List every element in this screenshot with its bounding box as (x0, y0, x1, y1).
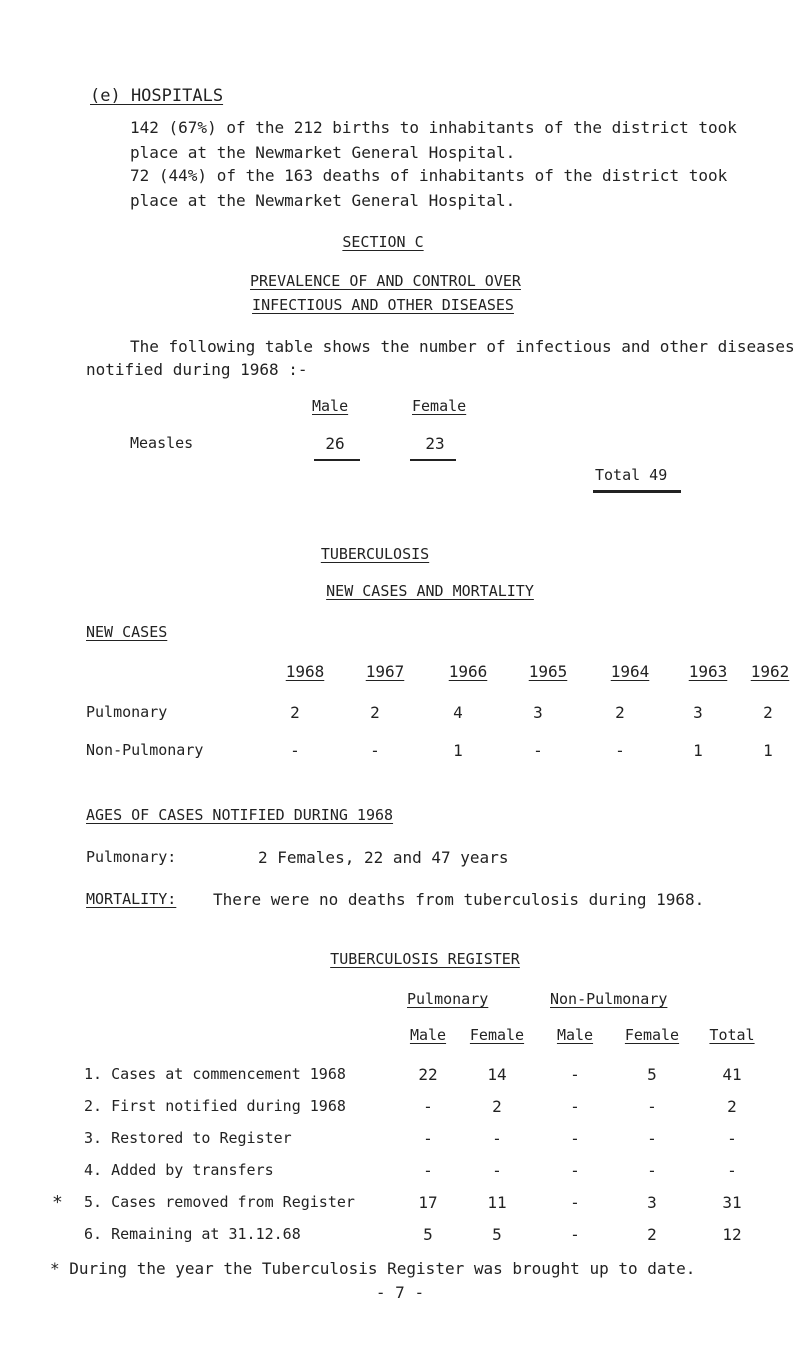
mortality-label: MORTALITY: (86, 890, 177, 908)
ages-text: 2 Females, 22 and 47 years (258, 848, 509, 867)
non-pulmonary-1965: - (533, 741, 543, 760)
non-pulmonary-1967: - (370, 741, 380, 760)
measles-total-rule (593, 490, 681, 493)
section-title: SECTION C (342, 233, 424, 251)
non-pulmonary-1964: - (615, 741, 625, 760)
register-row-5-male: 17 (418, 1193, 438, 1212)
non-pulmonary-1962: 1 (763, 741, 773, 760)
measles-male-rule (314, 459, 360, 461)
page-number: - 7 - (375, 1283, 425, 1302)
register-row-6-female-2: 2 (647, 1225, 657, 1244)
pulmonary-row-label: Pulmonary (86, 703, 168, 721)
register-row-6-female: 5 (492, 1225, 502, 1244)
year-1968: 1968 (285, 662, 325, 681)
register-row-3-label: 3. Restored to Register (84, 1129, 292, 1147)
register-col-female: Female (469, 1026, 525, 1044)
measles-female-value: 23 (425, 434, 445, 453)
register-col-total: Total (709, 1026, 755, 1044)
pulmonary-1965: 3 (533, 703, 543, 722)
register-footnote: * During the year the Tuberculosis Register was brought up to date. (50, 1259, 696, 1278)
register-row-5-mark: * (52, 1192, 63, 1213)
non-pulmonary-1966: 1 (453, 741, 463, 760)
year-1962: 1962 (750, 662, 790, 681)
register-group-pulmonary: Pulmonary (407, 990, 489, 1008)
register-row-6-label: 6. Remaining at 31.12.68 (84, 1225, 301, 1243)
measles-female-header: Female (412, 397, 467, 415)
register-row-5-label: 5. Cases removed from Register (84, 1193, 355, 1211)
year-1967: 1967 (365, 662, 405, 681)
deaths-paragraph: 72 (44%) of the 163 deaths of inhabitants of the district took place at the Newmarket General Hospital. (130, 166, 728, 210)
register-row-1-female-2: 5 (647, 1065, 657, 1084)
pulmonary-1964: 2 (615, 703, 625, 722)
non-pulmonary-1963: 1 (693, 741, 703, 760)
measles-male-header: Male (312, 397, 349, 415)
intro-line-2: notified during 1968 :- (86, 360, 308, 379)
ages-heading: AGES OF CASES NOTIFIED DURING 1968 (86, 806, 394, 824)
register-row-2-male: - (423, 1097, 433, 1116)
register-row-1-male: 22 (418, 1065, 438, 1084)
new-cases-label: NEW CASES (86, 623, 168, 641)
register-row-3-female: - (492, 1129, 502, 1148)
pulmonary-1968: 2 (290, 703, 300, 722)
intro-line-1: The following table shows the number of infectious and other diseases (130, 337, 795, 356)
register-row-2-label: 2. First notified during 1968 (84, 1097, 346, 1115)
register-col-male-2: Male (556, 1026, 594, 1044)
register-row-4-male: - (423, 1161, 433, 1180)
register-row-6-total: 12 (722, 1225, 742, 1244)
register-row-1-label: 1. Cases at commencement 1968 (84, 1065, 346, 1083)
register-row-4-label: 4. Added by transfers (84, 1161, 274, 1179)
register-row-2-female: 2 (492, 1097, 502, 1116)
register-row-4-female: - (492, 1161, 502, 1180)
register-row-3-male-2: - (570, 1129, 580, 1148)
register-row-1-male-2: - (570, 1065, 580, 1084)
pulmonary-1967: 2 (370, 703, 380, 722)
register-group-non-pulmonary: Non-Pulmonary (550, 990, 668, 1008)
register-row-4-female-2: - (647, 1161, 657, 1180)
year-1964: 1964 (610, 662, 650, 681)
tb-subtitle: NEW CASES AND MORTALITY (326, 582, 534, 600)
year-1965: 1965 (528, 662, 568, 681)
measles-female-rule (410, 459, 456, 461)
register-row-2-female-2: - (647, 1097, 657, 1116)
register-row-5-male-2: - (570, 1193, 580, 1212)
mortality-text: There were no deaths from tuberculosis during 1968. (213, 890, 705, 909)
register-row-2-total: 2 (727, 1097, 737, 1116)
non-pulmonary-row-label: Non-Pulmonary (86, 741, 204, 759)
year-1963: 1963 (688, 662, 728, 681)
register-row-6-male-2: - (570, 1225, 580, 1244)
register-row-6-male: 5 (423, 1225, 433, 1244)
section-line-1: PREVALENCE OF AND CONTROL OVER (250, 272, 521, 290)
register-row-5-female: 11 (487, 1193, 507, 1212)
measles-male-value: 26 (325, 434, 345, 453)
pulmonary-1966: 4 (453, 703, 463, 722)
pulmonary-1962: 2 (763, 703, 773, 722)
non-pulmonary-1968: - (290, 741, 300, 760)
pulmonary-1963: 3 (693, 703, 703, 722)
register-col-male: Male (409, 1026, 447, 1044)
hospitals-heading: (e) HOSPITALS (90, 86, 224, 106)
tb-title: TUBERCULOSIS (320, 545, 430, 563)
register-row-3-total: - (727, 1129, 737, 1148)
register-title: TUBERCULOSIS REGISTER (330, 950, 520, 968)
year-1966: 1966 (448, 662, 488, 681)
births-paragraph: 142 (67%) of the 212 births to inhabitants of the district took place at the Newmarket General Hospital. (130, 118, 737, 162)
register-row-5-total: 31 (722, 1193, 742, 1212)
register-col-female-2: Female (624, 1026, 680, 1044)
register-row-3-male: - (423, 1129, 433, 1148)
register-row-2-male-2: - (570, 1097, 580, 1116)
register-row-1-female: 14 (487, 1065, 507, 1084)
ages-label: Pulmonary: (86, 848, 177, 866)
measles-label: Measles (130, 434, 194, 452)
register-row-1-total: 41 (722, 1065, 742, 1084)
register-row-3-female-2: - (647, 1129, 657, 1148)
section-line-2: INFECTIOUS AND OTHER DISEASES (252, 296, 514, 314)
register-row-4-total: - (727, 1161, 737, 1180)
measles-total: Total 49 (595, 466, 668, 484)
register-row-5-female-2: 3 (647, 1193, 657, 1212)
register-row-4-male-2: - (570, 1161, 580, 1180)
